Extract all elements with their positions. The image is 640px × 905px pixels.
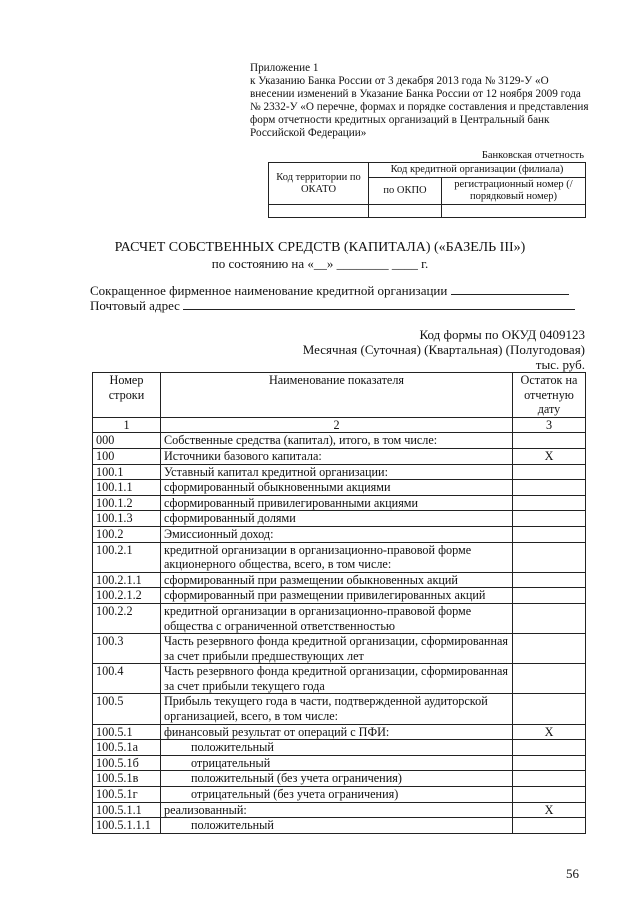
org-name-line — [90, 283, 569, 299]
row-number-cell: 100.5.1а — [93, 740, 161, 756]
balance-cell — [513, 694, 586, 724]
indicator-cell: Источники базового капитала: — [161, 448, 513, 464]
indicator-cell: сформированный обыкновенными акциями — [161, 480, 513, 496]
row-number-cell: 100.4 — [93, 664, 161, 694]
indicator-cell: Часть резервного фонда кредитной организации, сформированная за счет прибыли текущего года — [161, 664, 513, 694]
appendix-line: форм отчетности кредитных организаций в Центральный банк — [250, 114, 550, 126]
balance-cell — [513, 588, 586, 604]
territory-code-header: Код территории по ОКАТО — [269, 163, 369, 205]
appendix-line: № 2332-У «О перечне, формах и порядке составления и представления — [250, 101, 589, 113]
report-date-line: по состоянию на «__» ________ ____ г. — [211, 256, 429, 271]
row-number-cell: 100.1.2 — [93, 495, 161, 511]
indicator-cell: Прибыль текущего года в части, подтвержденной аудиторской организацией, всего, в том числе: — [161, 694, 513, 724]
reg-number-cell — [442, 205, 586, 218]
indicator-cell: Часть резервного фонда кредитной организации, сформированная за счет прибыли предшествующих лет — [161, 634, 513, 664]
org-name-label: Сокращенное фирменное наименование кредитной организации — [90, 283, 448, 298]
indicator-cell: Уставный капитал кредитной организации: — [161, 464, 513, 480]
capital-table — [92, 372, 586, 834]
postal-address-label: Почтовый адрес — [90, 298, 180, 313]
indicator-cell: сформированный при размещении привилегированных акций — [161, 588, 513, 604]
table-row — [93, 818, 586, 834]
row-number-header: Номер строки — [93, 373, 161, 418]
row-number-cell: 100 — [93, 448, 161, 464]
row-number-cell: 000 — [93, 433, 161, 449]
table-body — [93, 433, 586, 833]
codes-table — [268, 162, 586, 218]
column-number: 2 — [161, 417, 513, 433]
column-number: 1 — [93, 417, 161, 433]
table-row — [93, 724, 586, 740]
balance-cell — [513, 740, 586, 756]
table-row — [93, 634, 586, 664]
balance-cell — [513, 771, 586, 787]
document-title: РАСЧЕТ СОБСТВЕННЫХ СРЕДСТВ (КАПИТАЛА) («БАЗЕЛЬ III») — [114, 240, 526, 255]
row-number-cell: 100.1 — [93, 464, 161, 480]
row-number-cell: 100.2.1 — [93, 542, 161, 572]
balance-cell: X — [513, 802, 586, 818]
indicator-cell: отрицательный (без учета ограничения) — [161, 787, 513, 803]
balance-cell — [513, 664, 586, 694]
table-row — [93, 802, 586, 818]
row-number-cell: 100.5.1 — [93, 724, 161, 740]
table-row — [93, 572, 586, 588]
row-number-cell: 100.2.1.2 — [93, 588, 161, 604]
table-row — [93, 526, 586, 542]
row-number-cell: 100.2.2 — [93, 603, 161, 633]
balance-cell — [513, 480, 586, 496]
column-number: 3 — [513, 417, 586, 433]
balance-cell — [513, 755, 586, 771]
indicator-cell: кредитной организации в организационно-правовой форме общества с ограниченной ответственностью — [161, 603, 513, 633]
table-row — [93, 448, 586, 464]
appendix-note — [250, 62, 590, 140]
appendix-line: внесении изменений в Указание Банка России от 12 ноября 2009 года — [250, 88, 581, 100]
row-number-cell: 100.1.1 — [93, 480, 161, 496]
balance-cell — [513, 603, 586, 633]
table-row — [93, 433, 586, 449]
indicator-header: Наименование показателя — [161, 373, 513, 418]
table-row — [93, 694, 586, 724]
table-row — [93, 787, 586, 803]
row-number-cell: 100.3 — [93, 634, 161, 664]
table-row — [93, 588, 586, 604]
balance-cell — [513, 634, 586, 664]
units-label: тыс. руб. — [535, 357, 585, 372]
row-number-cell: 100.5 — [93, 694, 161, 724]
row-number-cell: 100.2.1.1 — [93, 572, 161, 588]
report-type-label: Банковская отчетность — [481, 150, 584, 161]
table-row — [93, 664, 586, 694]
appendix-line: Приложение 1 — [250, 62, 319, 74]
balance-cell — [513, 511, 586, 527]
row-number-cell: 100.5.1.1 — [93, 802, 161, 818]
indicator-cell: кредитной организации в организационно-правовой форме акционерного общества, всего, в том числе: — [161, 542, 513, 572]
row-number-cell: 100.5.1б — [93, 755, 161, 771]
indicator-cell: положительный — [161, 818, 513, 834]
balance-cell: X — [513, 724, 586, 740]
appendix-line: к Указанию Банка России от 3 декабря 2013 года № 3129-У «О — [250, 75, 549, 87]
row-number-cell: 100.5.1.1.1 — [93, 818, 161, 834]
appendix-line: Российской Федерации» — [250, 127, 367, 139]
indicator-cell: реализованный: — [161, 802, 513, 818]
row-number-cell: 100.1.3 — [93, 511, 161, 527]
indicator-cell: сформированный долями — [161, 511, 513, 527]
periodicity: Месячная (Суточная) (Квартальная) (Полугодовая) — [302, 342, 585, 357]
territory-code-cell — [269, 205, 369, 218]
indicator-cell: Эмиссионный доход: — [161, 526, 513, 542]
balance-cell — [513, 818, 586, 834]
indicator-cell: финансовый результат от операций с ПФИ: — [161, 724, 513, 740]
balance-cell — [513, 433, 586, 449]
table-row — [93, 480, 586, 496]
balance-cell — [513, 787, 586, 803]
page-number: 56 — [566, 866, 579, 881]
balance-header: Остаток на отчетную дату — [513, 373, 586, 418]
org-name-blank — [451, 283, 569, 295]
postal-address-line — [90, 298, 575, 314]
table-row — [93, 603, 586, 633]
row-number-cell: 100.5.1в — [93, 771, 161, 787]
okpo-cell — [369, 205, 442, 218]
indicator-cell: сформированный при размещении обыкновенных акций — [161, 572, 513, 588]
balance-cell: X — [513, 448, 586, 464]
postal-address-blank — [183, 298, 575, 310]
row-number-cell: 100.2 — [93, 526, 161, 542]
table-row — [93, 464, 586, 480]
balance-cell — [513, 542, 586, 572]
indicator-cell: положительный — [161, 740, 513, 756]
table-row — [93, 542, 586, 572]
indicator-cell: Собственные средства (капитал), итого, в том числе: — [161, 433, 513, 449]
credit-org-code-header: Код кредитной организации (филиала) — [369, 163, 586, 178]
okpo-header: по ОКПО — [369, 178, 442, 205]
table-row — [93, 495, 586, 511]
table-row — [93, 740, 586, 756]
indicator-cell: положительный (без учета ограничения) — [161, 771, 513, 787]
indicator-cell: сформированный привилегированными акциями — [161, 495, 513, 511]
balance-cell — [513, 495, 586, 511]
table-row — [93, 755, 586, 771]
balance-cell — [513, 526, 586, 542]
indicator-cell: отрицательный — [161, 755, 513, 771]
reg-number-header: регистрационный номер (/порядковый номер) — [442, 178, 586, 205]
form-code: Код формы по ОКУД 0409123 — [419, 327, 585, 342]
balance-cell — [513, 572, 586, 588]
table-row — [93, 771, 586, 787]
balance-cell — [513, 464, 586, 480]
row-number-cell: 100.5.1г — [93, 787, 161, 803]
table-row — [93, 511, 586, 527]
